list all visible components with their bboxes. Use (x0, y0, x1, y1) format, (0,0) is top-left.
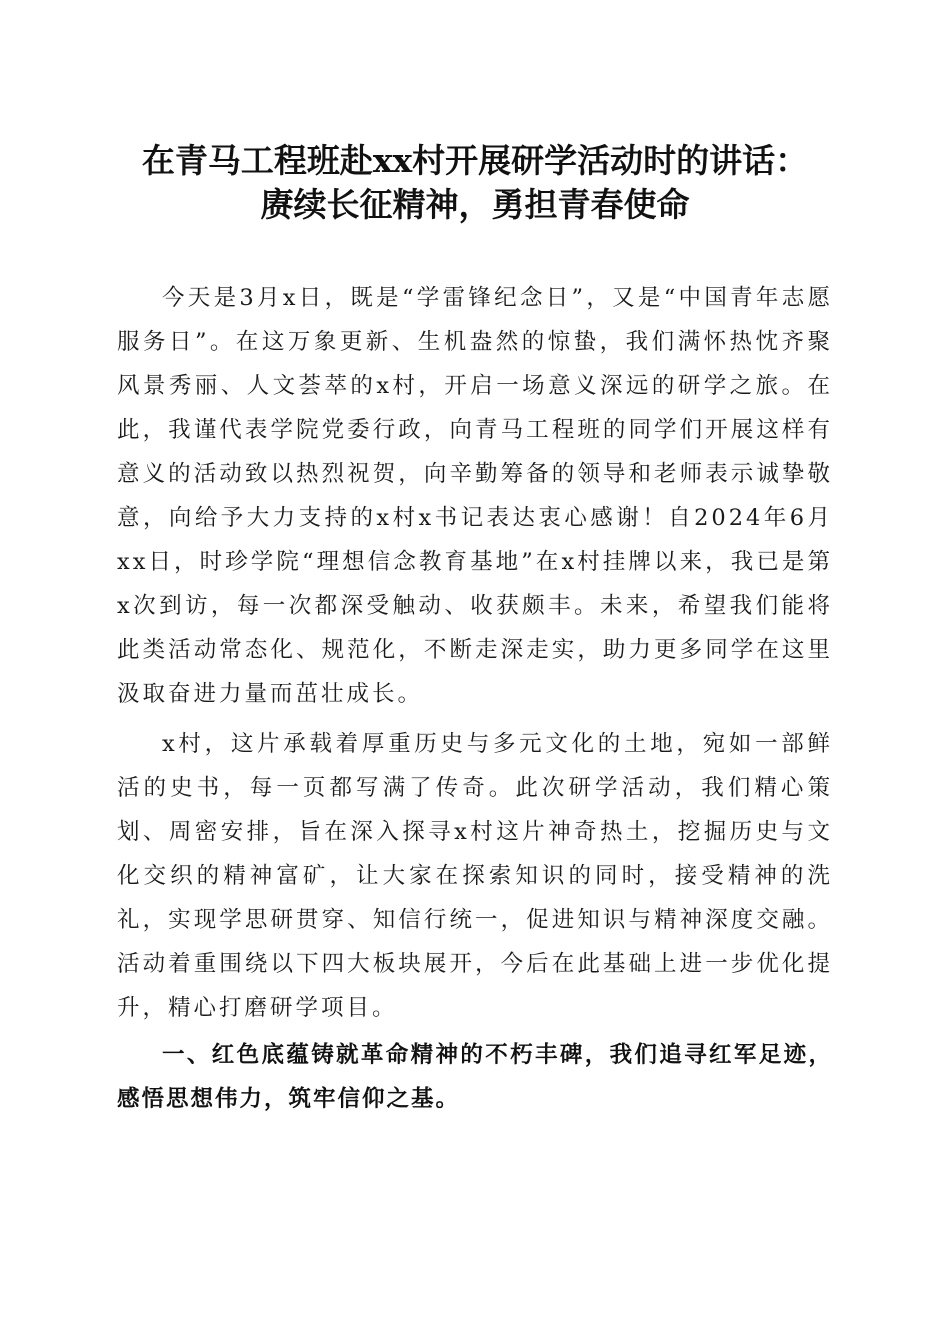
section-heading-1: 一、红色底蕴铸就革命精神的不朽丰碑，我们追寻红军足迹，感悟思想伟力，筑牢信仰之基。 (117, 1042, 833, 1112)
paragraph-village-intro: x村，这片承载着厚重历史与多元文化的土地，宛如一部鲜活的史书，每一页都写满了传奇。此次研学活动，我们精心策划、周密安排，旨在深入探寻x村这片神奇热土，挖掘历史与文化交织的精神富矿，让大家在探索知识的同时，接受精神的洗礼，实现学思研贯穿、知信行统一，促进知识与精神深度交融。活动着重围绕以下四大板块展开，今后在此基础上进一步优化提升，精心打磨研学项目。 (117, 731, 833, 1021)
document-title-line-2: 赓续长征精神，勇担青春使命 (260, 185, 690, 224)
document-title-line-1: 在青马工程班赴xx村开展研学活动时的讲话： (141, 141, 809, 180)
paragraph-opening: 今天是3月x日，既是“学雷锋纪念日”，又是“中国青年志愿服务日”。在这万象更新、生机盎然的惊蛰，我们满怀热忱齐聚风景秀丽、人文荟萃的x村，开启一场意义深远的研学之旅。在此，我谨代表学院党委行政，向青马工程班的同学们开展这样有意义的活动致以热烈祝贺，向辛勤筹备的领导和老师表示诚挚敬意，向给予大力支持的x村x书记表达衷心感谢！自2024年6月xx日，时珍学院“理想信念教育基地”在x村挂牌以来，我已是第x次到访，每一次都深受触动、收获颇丰。未来，希望我们能将此类活动常态化、规范化，不断走深走实，助力更多同学在这里汲取奋进力量而茁壮成长。 (117, 285, 833, 707)
